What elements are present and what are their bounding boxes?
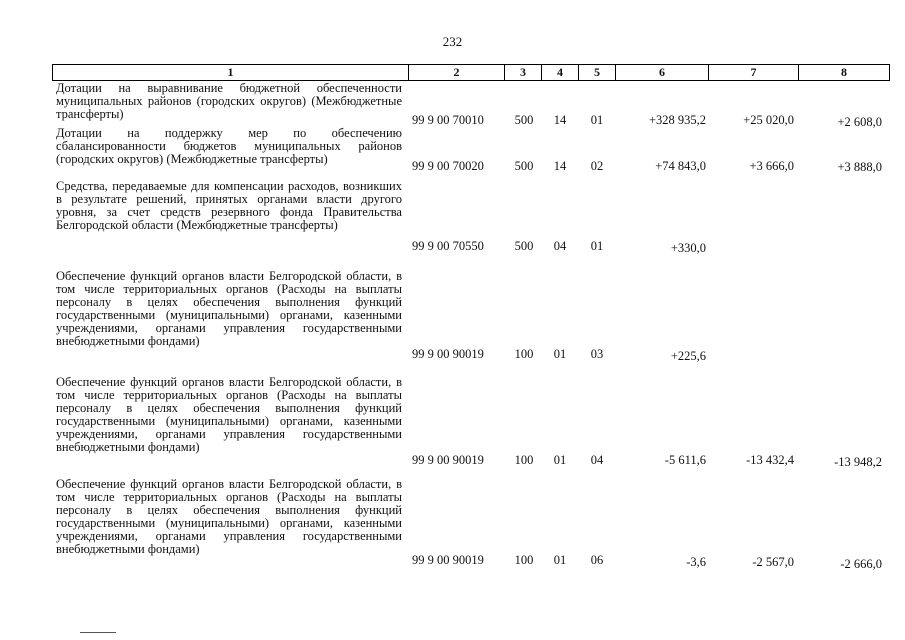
row-col-5: 04	[590, 453, 604, 467]
header-col-1: 1	[53, 65, 409, 80]
row-col-4: 04	[553, 239, 567, 253]
header-col-6: 6	[616, 65, 709, 80]
header-col-8: 8	[841, 65, 847, 79]
row-col-6: +225,6	[670, 349, 706, 363]
row-code: 99 9 00 70020	[412, 159, 484, 173]
row-col-3: 500	[514, 113, 534, 127]
row-col-3: 100	[514, 453, 534, 467]
row-code: 99 9 00 70550	[412, 239, 484, 253]
header-col-4: 4	[542, 65, 579, 80]
row-description: Обеспечение функций органов власти Белгородской области, в том числе территориальных органов (Расходы на выплаты персоналу в целях обеспечения выполнения функций государственными (муниципальными) органами, казенными учреждениями, органами управления государственными внебюджетными фондами)	[56, 477, 402, 556]
row-description: Обеспечение функций органов власти Белгородской области, в том числе территориальных органов (Расходы на выплаты персоналу в целях обеспечения выполнения функций государственными (муниципальными) органами, казенными учреждениями, органами управления государственными внебюджетными фондами)	[56, 375, 402, 454]
row-col-6: -3,6	[686, 555, 706, 569]
row-code: 99 9 00 90019	[412, 347, 484, 361]
row-col-7: -2 567,0	[752, 555, 794, 569]
row-col-4: 14	[553, 113, 567, 127]
header-col-2: 2	[409, 65, 505, 80]
header-col-5: 5	[579, 65, 616, 80]
header-col-3: 3	[505, 65, 542, 80]
row-col-4: 01	[553, 553, 567, 567]
row-col-5: 02	[590, 159, 604, 173]
row-col-8: +2 608,0	[837, 115, 882, 129]
row-col-8: -13 948,2	[834, 455, 882, 469]
footer-divider	[80, 632, 116, 633]
row-description: Обеспечение функций органов власти Белгородской области, в том числе территориальных органов (Расходы на выплаты персоналу в целях обеспечения выполнения функций государственными (муниципальными) органами, казенными учреждениями, органами управления государственными внебюджетными фондами)	[56, 269, 402, 348]
row-col-5: 01	[590, 113, 604, 127]
row-description: Средства, передаваемые для компенсации расходов, возникших в результате решений, принятых органами власти другого уровня, за счет средств резервного фонда Правительства Белгородской области (Межбюджетные трансферты)	[56, 179, 402, 232]
row-col-3: 500	[514, 159, 534, 173]
row-col-7: -13 432,4	[746, 453, 794, 467]
row-col-8: +3 888,0	[837, 160, 882, 174]
row-code: 99 9 00 90019	[412, 453, 484, 467]
row-code: 99 9 00 90019	[412, 553, 484, 567]
header-col-7: 7	[709, 65, 799, 80]
row-col-8: -2 666,0	[840, 557, 882, 571]
row-col-6: +74 843,0	[655, 159, 706, 173]
row-col-6: +330,0	[670, 241, 706, 255]
row-col-3: 100	[514, 347, 534, 361]
row-col-6: -5 611,6	[664, 453, 706, 467]
row-col-7: +3 666,0	[749, 159, 794, 173]
row-col-4: 01	[553, 347, 567, 361]
row-col-5: 01	[590, 239, 604, 253]
row-col-4: 01	[553, 453, 567, 467]
row-description: Дотации на поддержку мер по обеспечению сбалансированности бюджетов муниципальных районов (городских округов) (Межбюджетные трансферты)	[56, 126, 402, 166]
row-col-3: 500	[514, 239, 534, 253]
row-col-5: 06	[590, 553, 604, 567]
table-header	[52, 64, 890, 81]
row-col-6: +328 935,2	[648, 113, 706, 127]
page-number: 232	[442, 34, 463, 49]
row-col-4: 14	[553, 159, 567, 173]
row-description: Дотации на выравнивание бюджетной обеспеченности муниципальных районов (городских округов) (Межбюджетные трансферты)	[56, 81, 402, 121]
row-code: 99 9 00 70010	[412, 113, 484, 127]
row-col-3: 100	[514, 553, 534, 567]
row-col-7: +25 020,0	[743, 113, 794, 127]
row-col-5: 03	[590, 347, 604, 361]
